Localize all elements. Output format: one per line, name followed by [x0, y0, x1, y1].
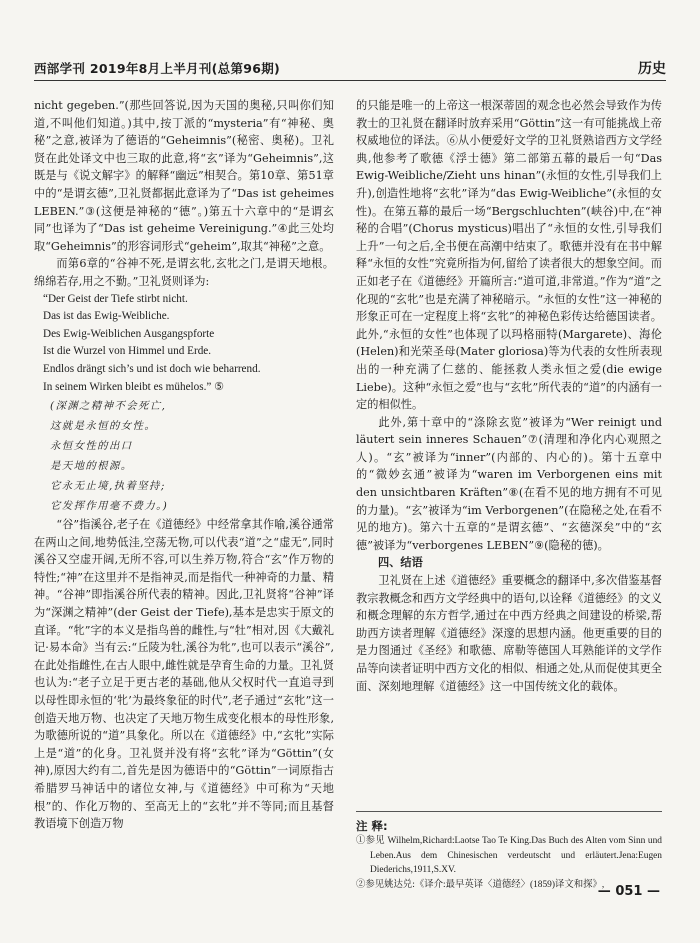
journal-title: 西部学刊 2019年8月上半月刊(总第96期) [34, 61, 281, 76]
paragraph: 而第6章的“谷神不死,是谓玄牝,玄牝之门,是谓天地根。绵绵若存,用之不勤。”卫礼贤则译为: [34, 257, 334, 288]
paragraph: “谷”指溪谷,老子在《道德经》中经常拿其作喻,溪谷通常在两山之间,地势低洼,空荡无物,可以代表“道”之“虚无”,同时溪谷又空虚开阔,无所不容,可以生养万物,符合“玄”作万物的特性;“神”在这里并不是指神灵,而是指代一种神奇的力量、精神。“谷神”即指溪谷所代表的精神。因此,卫礼贤将“谷神”译为“深渊之精神”(der Geist der Tiefe),基本是忠实于原文的直译。“牝”字的本义是指鸟兽的雌性,与“牡”相对,因《大戴礼记·易本命》当有云:“丘陵为牡,溪谷为牝”,也可以表示“溪谷”,在此处指雌性,在古人眼中,雌性就是孕育生命的力量。卫礼贤也认为:“老子立足于更古老的基础,他从父权时代一直追寻到以母性即永恒的‘牝’为最终象征的时代”,老子通过“玄牝”这一创造天地万物、也决定了天地万物生成变化根本的母性形象,为歌德所说的“道”具象化。所以在《道德经》中,“玄牝”实际上是“道”的化身。卫礼贤并没有将“玄牝”译为“Göttin”(女神),原因大约有二,首先是因为德语中的“Göttin”一词原指古希腊罗马神话中的诸位女神,与《道德经》中可称为“天地根”的、作化万物的、至高无上的“玄牝”并不等同;而且基督教语境下创造万物 [34, 518, 334, 831]
right-column [356, 97, 662, 695]
paragraph: nicht gegeben.”(那些回答说,因为天国的奥秘,只叫你们知道,不叫他们知道。)其中,按丁派的“mysteria”有“神秘、奥秘”之意,被译为了德语的“Geheimnis”(秘密、奥秘)。卫礼贤在此处译文中也三取的此意,将“玄”译为“Geheimnis”,这既是与《说文解字》的解释“幽远”相契合。第10章、第51章中的“是谓玄德”,卫礼贤都据此意译为了“Das ist geheimes LEBEN.”③(这便是神秘的“德”。)第五十六章中的“是谓玄同”也译为了“Das ist geheime Vereinigung.”④此三处均取“Geheimnis”的形容词形式“geheim”,取其“神秘”之意。 [34, 99, 334, 253]
section-label: 历史 [638, 61, 666, 77]
verse-line: (深渊之精神不会死亡, [50, 400, 167, 413]
verse-line: Endlos drängt sich’s und ist doch wie beharrend. [43, 362, 261, 375]
running-header [34, 58, 666, 81]
verse-line: Des Ewig-Weiblichen Ausgangspforte [43, 327, 215, 340]
verse-line: 它永无止境,执着坚持; [50, 480, 166, 493]
page-number: — 051 — [597, 884, 660, 899]
verse-line: 永恒女性的出口 [50, 440, 133, 453]
left-column [34, 97, 334, 833]
footnote: ①参见 Wilhelm,Richard:Laotse Tao Te King.Das Buch des Alten vom Sinn und Leben.Aus dem Chinesischen verdeutscht und erläutert.Jena:Eugen Diederichs,1911,S.XV. [356, 836, 662, 876]
notes-title: 注 释: [356, 819, 388, 833]
notes-divider [356, 811, 662, 812]
paragraph: 卫礼贤在上述《道德经》重要概念的翻译中,多次借鉴基督教宗教概念和西方文学经典中的语句,以诠释《道德经》的文义和概念理解的东方哲学,通过在中西方经典之间建设的桥梁,帮助西方读者理解《道德经》深邃的思想内涵。他更重要的目的是力图通过《圣经》和歌德、席勒等德国人耳熟能详的文学作品等向读者证明中西方文化的相似、相通之处,从而促使其更全面、深刻地理解《道德经》这一中国传统文化的载体。 [356, 574, 662, 693]
verse-line: “Der Geist der Tiefe stirbt nicht. [43, 292, 188, 305]
verse-line: Das ist das Ewig-Weibliche. [43, 310, 170, 323]
chinese-verse-translation [34, 396, 334, 516]
verse-line: In seinem Wirken bleibt es mühelos.” ⑤ [43, 380, 225, 393]
section-heading: 四、结语 [378, 555, 423, 570]
german-verse [34, 291, 334, 397]
paragraph: 的只能是唯一的上帝这一根深蒂固的观念也必然会导致作为传教士的卫礼贤在翻译时放弃采用“Göttin”这一有可能挑战上帝权威地位的译法。⑥从小便爱好文学的卫礼贤熟谙西方文学经典,他参考了歌德《浮士德》第二部第五幕的最后一句“Das Ewig-Weibliche/Zieht uns hinan”(永恒的女性,引导我们上升),创造性地将“玄牝”译为“das Ewig-Weibliche”(永恒的女性)。在第五幕的最后一场“Bergschluchten”(峡谷)中,在“神秘的合唱”(Chorus mysticus)唱出了“永恒的女性,引导我们上升”一句之后,全书便在高潮中结束了。歌德并没有在书中解释“永恒的女性”究竟所指为何,留给了读者很大的想象空间。而正如老子在《道德经》开篇所言:“道可道,非常道。”作为“道”之化现的“玄牝”也是充满了神秘暗示。“永恒的女性”这一神秘的形象正可在一定程度上将“玄牝”的神秘色彩传达给德国读者。此外,“永恒的女性”也体现了以玛格丽特(Margarete)、海伦(Helen)和光荣圣母(Mater gloriosa)等为代表的女性所表现出的一种充满了仁慈的、能拯救人类永恒之爱(die ewige Liebe)。这种“永恒之爱”也与“玄牝”所代表的“道”的内涵有一定的相似性。 [356, 99, 662, 412]
paragraph: 此外,第十章中的“涤除玄览”被译为“Wer reinigt und läutert sein inneres Schauen”⑦(清理和净化内心观照之人)。“玄”被译为“inner”(内部的、内心的)。第十五章中的“微妙玄通”被译为“waren im Verborgenen eins mit den unsichtbaren Kräften”⑧(在看不见的地方拥有不可见的力量)。“玄”被译为“im Verborgenen”(在隐秘之处,在看不见的地方)。第六十五章的“是谓玄德”、“玄德深矣”中的“玄德”被译为“verborgenes LEBEN”⑨(隐秘的德)。 [356, 415, 662, 552]
verse-line: 这就是永恒的女性。 [50, 420, 157, 433]
verse-line: Ist die Wurzel von Himmel und Erde. [43, 345, 212, 358]
verse-line: 是天地的根源。 [50, 460, 133, 473]
verse-line: 它发挥作用毫不费力。) [50, 500, 169, 513]
footnote: ②参见姚达兑:《译介:最早英译〈道德经〉(1859)译文和探》, [356, 879, 605, 890]
